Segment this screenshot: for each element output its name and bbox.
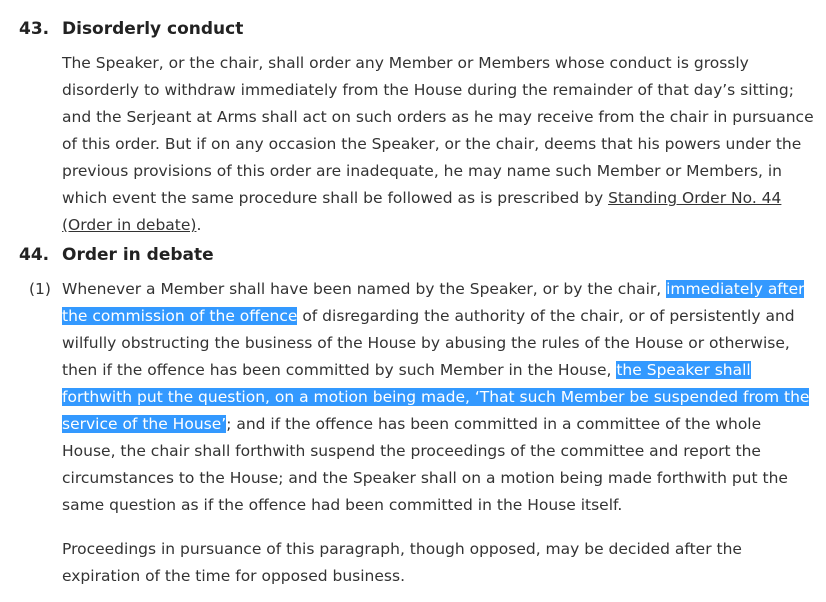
para1-text-2: of disregarding the authority of the chair, or of persistently and wilfully obstructing the business of the House by abusing the rules of the House or otherwise, then if the offence has been committed by such Member in the House, xyxy=(62,307,795,379)
section-44-number: 44. xyxy=(19,245,50,265)
standing-order-44-link[interactable]: Standing Order No. 44 (Order in debate) xyxy=(62,189,782,234)
selected-text-2: the Speaker shall forthwith put the question, on a motion being made, ‘That such Member be suspended from the service of the House’ xyxy=(62,361,810,433)
section-43-heading xyxy=(19,19,243,39)
section-44-paragraph-1 xyxy=(62,276,818,519)
section-44-paragraph-2: Proceedings in pursuance of this paragraph, though opposed, may be decided after the expiration of the time for opposed business. xyxy=(62,540,742,585)
section-43-body: The Speaker, or the chair, shall order any Member or Members whose conduct is grossly disorderly to withdraw immediately from the House during the remainder of that day’s sitting; and the Serjeant at Arms shall act on such orders as he may receive from the chair in pursuance of this order. But if on any occasion the Speaker, or the chair, deems that his powers under the previous provisions of this order are inadequate, he may name such Member or Members, in which event the same procedure shall be followed as is prescribed by xyxy=(62,54,814,207)
selected-text-1: immediately after the commission of the offence xyxy=(62,280,805,325)
section-44-heading xyxy=(19,245,214,265)
section-43-title: Disorderly conduct xyxy=(62,19,244,39)
section-43-tail: . xyxy=(196,216,202,234)
para1-text-1: Whenever a Member shall have been named by the Speaker, or by the chair, xyxy=(62,280,667,298)
section-44-title: Order in debate xyxy=(62,245,214,265)
section-43-number: 43. xyxy=(19,19,50,39)
paragraph-1-label: (1) xyxy=(29,280,51,298)
section-43-text xyxy=(62,50,818,239)
para1-text-3: ; and if the offence has been committed in a committee of the whole House, the chair shall forthwith suspend the proceedings of the committee and report the circumstances to the House; and the Speaker shall on a motion being made forthwith put the same question as if the offence had been committed in the House itself. xyxy=(62,415,788,514)
